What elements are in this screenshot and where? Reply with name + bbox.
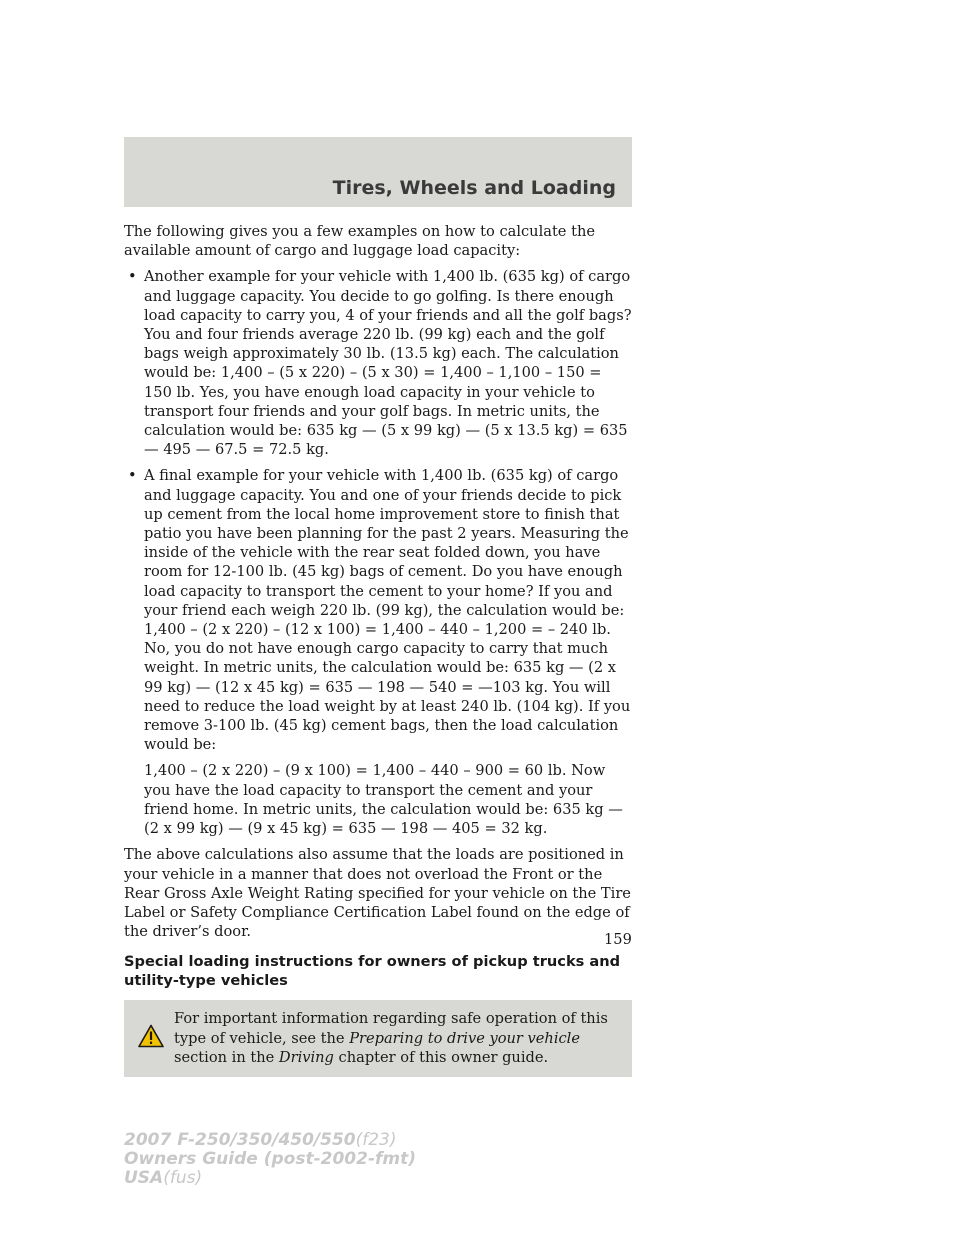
intro-paragraph: The following gives you a few examples on how to calculate the available amount of cargo and luggage load capacity: — [124, 223, 595, 260]
footer-guide-line: Owners Guide (post-2002-fmt) — [124, 1149, 417, 1169]
document-footer — [124, 1131, 416, 1188]
page-number: 159 — [604, 931, 632, 948]
page-content — [124, 222, 632, 1077]
bullet-dot-icon: • — [128, 268, 137, 286]
footer-region-line — [124, 1169, 416, 1188]
section-title: Tires, Wheels and Loading — [332, 177, 616, 199]
warning-triangle-icon — [138, 1024, 164, 1048]
bullet-item — [124, 466, 632, 754]
warning-text-part: section in the — [174, 1048, 279, 1066]
bullet-dot-icon: • — [128, 467, 137, 485]
footer-model-line — [124, 1131, 416, 1150]
chapter-reference-preparing: Preparing to drive your vehicle — [349, 1029, 580, 1047]
footer-region-code: (fus) — [163, 1168, 203, 1188]
footer-model: 2007 F-250/350/450/550 — [124, 1130, 356, 1150]
section-header-band — [124, 137, 632, 207]
bullet-text: A final example for your vehicle with 1,400 lb. (635 kg) of cargo and luggage capacity. You and one of your friends decide to pick up cement from the local home improvement store to finish that patio you have been planning for the past 2 years. Measuring the inside of the vehicle with the rear seat folded down, you have room for 12-100 lb. (45 kg) bags of cement. Do you have enough load capacity to transport the cement to your home? If you and your friend each weigh 220 lb. (99 kg), the calculation would be: 1,400 – (2 x 220) – (12 x 100) = 1,400 – 440 – 1,200 = – 240 lb. No, you do not have enough cargo capacity to carry that much weight. In metric units, the calculation would be: 635 kg — (2 x 99 kg) — (12 x 45 kg) = 635 — 198 — 540 = —103 kg. You will need to reduce the load weight by at least 240 lb. (104 kg). If you remove 3-100 lb. (45 kg) cement bags, then the load calculation would be: — [144, 467, 631, 754]
bullet-text: Another example for your vehicle with 1,400 lb. (635 kg) of cargo and luggage capacity. You decide to go golfing. Is there enough load capacity to carry you, 4 of your friends and all the golf bags? You and four friends average 220 lb. (99 kg) each and the golf bags weigh approximately 30 lb. (13.5 kg) each. The calculation would be: 1,400 – (5 x 220) – (5 x 30) = 1,400 – 1,100 – 150 = 150 lb. Yes, you have enough load capacity in your vehicle to transport four friends and your golf bags. In metric units, the calculation would be: 635 kg — (5 x 99 kg) — (5 x 13.5 kg) = 635 — 495 — 67.5 = 72.5 kg. — [144, 268, 632, 459]
footer-model-code: (f23) — [355, 1130, 397, 1150]
special-loading-heading: Special loading instructions for owners of pickup trucks and utility-type vehicles — [124, 953, 621, 990]
warning-box — [124, 1000, 632, 1077]
footer-region: USA — [124, 1168, 164, 1188]
chapter-reference-driving: Driving — [278, 1048, 334, 1066]
calculation-paragraph: 1,400 – (2 x 220) – (9 x 100) = 1,400 – 440 – 900 = 60 lb. Now you have the load capacity to transport the cement and your friend home. In metric units, the calculation would be: 635 kg — (2 x 99 kg) — (9 x 45 kg) = 635 — 198 — 405 = 32 kg. — [144, 762, 623, 838]
warning-text-part: chapter of this owner guide. — [333, 1048, 549, 1066]
warning-text-part: For important information regarding safe operation of this type of vehicle, see the — [174, 1010, 608, 1047]
warning-text — [130, 1009, 626, 1067]
bullet-item — [124, 267, 632, 459]
closing-paragraph: The above calculations also assume that the loads are positioned in your vehicle in a manner that does not overload the Front or the Rear Gross Axle Weight Rating specified for your vehicle on the Tire Label or Safety Compliance Certification Label found on the edge of the driver’s door. — [124, 846, 631, 941]
